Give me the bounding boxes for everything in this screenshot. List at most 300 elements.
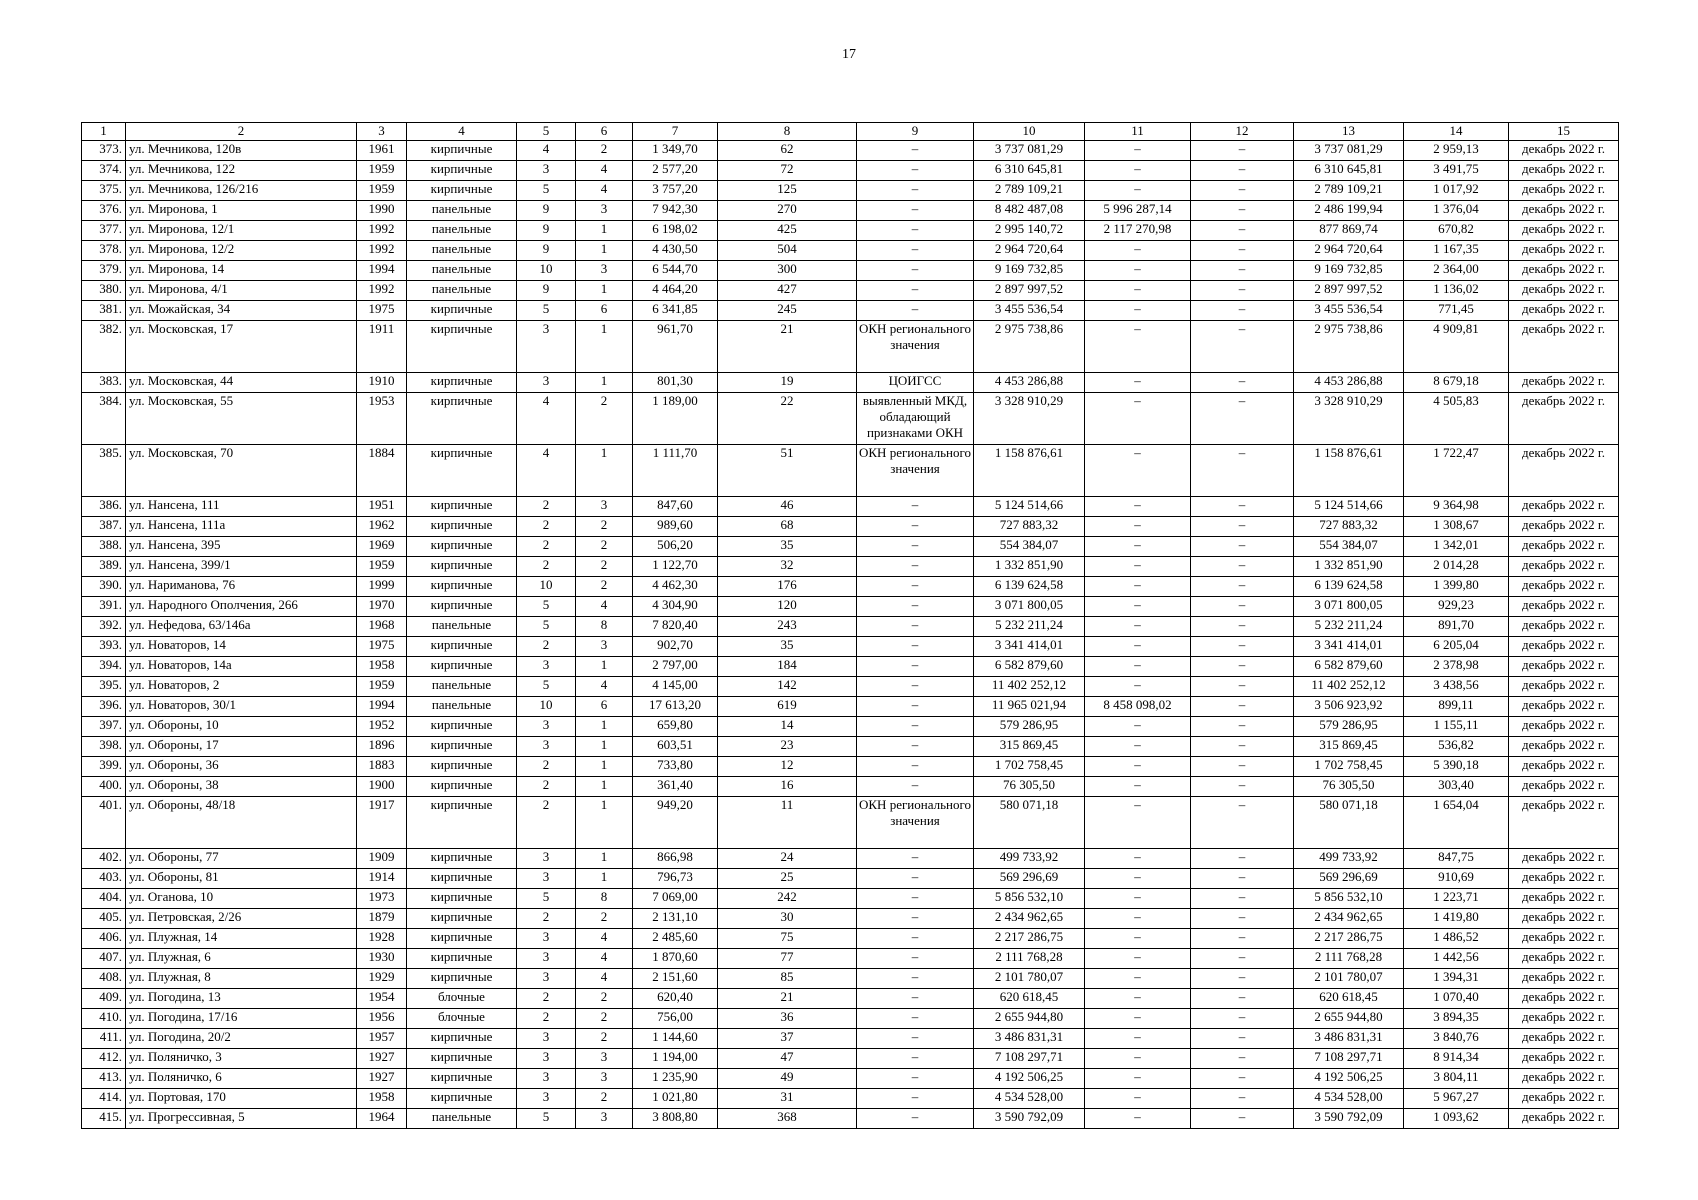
cell-deadline: декабрь 2022 г. [1509, 717, 1619, 737]
cell-total-area: 801,30 [633, 373, 718, 393]
cell-total-area: 4 464,20 [633, 281, 718, 301]
cell-total-area: 2 151,60 [633, 969, 718, 989]
cell-deadline: декабрь 2022 г. [1509, 161, 1619, 181]
cell-entrances: 1 [576, 445, 633, 497]
cell-apartments: 425 [718, 221, 857, 241]
cell-apartments: 21 [718, 989, 857, 1009]
cell-wall-material: панельные [407, 677, 517, 697]
cell-entrances: 3 [576, 261, 633, 281]
cell-total-cost: 3 071 800,05 [974, 597, 1085, 617]
cell-row-number: 404. [82, 889, 126, 909]
cell-total-area: 620,40 [633, 989, 718, 1009]
cell-unit-cost: 2 014,28 [1404, 557, 1509, 577]
cell-unit-cost: 4 909,81 [1404, 321, 1509, 373]
cell-floors: 2 [517, 557, 576, 577]
cell-apartments: 25 [718, 869, 857, 889]
cell-cost-col-13: 3 590 792,09 [1294, 1109, 1404, 1129]
cell-cost-col-12: – [1191, 537, 1294, 557]
cell-total-cost: 76 305,50 [974, 777, 1085, 797]
cell-total-area: 4 145,00 [633, 677, 718, 697]
cell-entrances: 4 [576, 929, 633, 949]
cell-deadline: декабрь 2022 г. [1509, 869, 1619, 889]
cell-row-number: 398. [82, 737, 126, 757]
cell-apartments: 21 [718, 321, 857, 373]
cell-entrances: 1 [576, 657, 633, 677]
cell-deadline: декабрь 2022 г. [1509, 301, 1619, 321]
column-number-cell: 12 [1191, 123, 1294, 141]
cell-wall-material: кирпичные [407, 301, 517, 321]
cell-row-number: 408. [82, 969, 126, 989]
cell-cost-col-11: – [1085, 929, 1191, 949]
cell-total-cost: 569 296,69 [974, 869, 1085, 889]
cell-total-area: 1 189,00 [633, 393, 718, 445]
cell-total-cost: 3 328 910,29 [974, 393, 1085, 445]
cell-deadline: декабрь 2022 г. [1509, 1049, 1619, 1069]
column-number-cell: 8 [718, 123, 857, 141]
cell-total-area: 1 870,60 [633, 949, 718, 969]
cell-cost-col-12: – [1191, 577, 1294, 597]
cell-heritage-status: – [857, 517, 974, 537]
cell-floors: 3 [517, 1029, 576, 1049]
cell-heritage-status: – [857, 777, 974, 797]
cell-year-built: 1927 [357, 1049, 407, 1069]
cell-heritage-status: – [857, 869, 974, 889]
cell-apartments: 36 [718, 1009, 857, 1029]
column-number-cell: 2 [126, 123, 357, 141]
cell-row-number: 382. [82, 321, 126, 373]
cell-total-area: 7 069,00 [633, 889, 718, 909]
cell-year-built: 1959 [357, 677, 407, 697]
table-row [82, 161, 1619, 181]
page-number: 17 [842, 47, 856, 62]
cell-row-number: 385. [82, 445, 126, 497]
column-number-cell: 9 [857, 123, 974, 141]
cell-wall-material: кирпичные [407, 969, 517, 989]
cell-apartments: 242 [718, 889, 857, 909]
cell-year-built: 1883 [357, 757, 407, 777]
cell-heritage-status: – [857, 497, 974, 517]
cell-address: ул. Московская, 70 [126, 445, 357, 497]
cell-deadline: декабрь 2022 г. [1509, 537, 1619, 557]
cell-floors: 9 [517, 241, 576, 261]
cell-row-number: 413. [82, 1069, 126, 1089]
cell-row-number: 386. [82, 497, 126, 517]
cell-wall-material: кирпичные [407, 445, 517, 497]
cell-address: ул. Плужная, 8 [126, 969, 357, 989]
cell-cost-col-12: – [1191, 373, 1294, 393]
cell-deadline: декабрь 2022 г. [1509, 321, 1619, 373]
table-row [82, 949, 1619, 969]
cell-cost-col-11: – [1085, 909, 1191, 929]
cell-cost-col-11: – [1085, 869, 1191, 889]
cell-total-area: 796,73 [633, 869, 718, 889]
cell-floors: 5 [517, 889, 576, 909]
cell-row-number: 395. [82, 677, 126, 697]
cell-heritage-status: ЦОИГСС [857, 373, 974, 393]
cell-wall-material: кирпичные [407, 557, 517, 577]
cell-address: ул. Обороны, 48/18 [126, 797, 357, 849]
register-table [81, 122, 1619, 1129]
cell-cost-col-11: – [1085, 1029, 1191, 1049]
cell-address: ул. Портовая, 170 [126, 1089, 357, 1109]
cell-total-area: 6 341,85 [633, 301, 718, 321]
cell-address: ул. Нансена, 395 [126, 537, 357, 557]
cell-address: ул. Обороны, 36 [126, 757, 357, 777]
cell-heritage-status: – [857, 221, 974, 241]
cell-heritage-status: – [857, 737, 974, 757]
column-number-cell: 10 [974, 123, 1085, 141]
cell-total-area: 17 613,20 [633, 697, 718, 717]
cell-heritage-status: – [857, 637, 974, 657]
cell-year-built: 1929 [357, 969, 407, 989]
cell-wall-material: кирпичные [407, 849, 517, 869]
cell-cost-col-13: 4 453 286,88 [1294, 373, 1404, 393]
cell-total-cost: 2 655 944,80 [974, 1009, 1085, 1029]
cell-row-number: 389. [82, 557, 126, 577]
cell-wall-material: панельные [407, 261, 517, 281]
cell-entrances: 1 [576, 241, 633, 261]
cell-total-area: 961,70 [633, 321, 718, 373]
cell-year-built: 1951 [357, 497, 407, 517]
cell-row-number: 391. [82, 597, 126, 617]
column-number-cell: 4 [407, 123, 517, 141]
cell-address: ул. Мечникова, 120в [126, 141, 357, 161]
cell-floors: 2 [517, 989, 576, 1009]
cell-unit-cost: 1 136,02 [1404, 281, 1509, 301]
cell-floors: 4 [517, 445, 576, 497]
cell-address: ул. Нефедова, 63/146а [126, 617, 357, 637]
cell-floors: 4 [517, 393, 576, 445]
cell-unit-cost: 891,70 [1404, 617, 1509, 637]
cell-cost-col-11: – [1085, 657, 1191, 677]
cell-total-cost: 2 897 997,52 [974, 281, 1085, 301]
cell-year-built: 1992 [357, 221, 407, 241]
cell-total-area: 603,51 [633, 737, 718, 757]
cell-apartments: 32 [718, 557, 857, 577]
cell-heritage-status: ОКН регионального значения [857, 321, 974, 373]
cell-floors: 3 [517, 657, 576, 677]
cell-row-number: 373. [82, 141, 126, 161]
column-number-cell: 15 [1509, 123, 1619, 141]
cell-unit-cost: 1 017,92 [1404, 181, 1509, 201]
cell-cost-col-12: – [1191, 221, 1294, 241]
cell-entrances: 1 [576, 717, 633, 737]
cell-apartments: 270 [718, 201, 857, 221]
cell-entrances: 6 [576, 697, 633, 717]
cell-total-cost: 3 455 536,54 [974, 301, 1085, 321]
cell-row-number: 376. [82, 201, 126, 221]
cell-wall-material: кирпичные [407, 637, 517, 657]
cell-entrances: 1 [576, 373, 633, 393]
cell-unit-cost: 2 364,00 [1404, 261, 1509, 281]
table-row [82, 517, 1619, 537]
cell-deadline: декабрь 2022 г. [1509, 201, 1619, 221]
cell-floors: 2 [517, 797, 576, 849]
cell-address: ул. Новаторов, 2 [126, 677, 357, 697]
cell-total-cost: 8 482 487,08 [974, 201, 1085, 221]
cell-total-area: 361,40 [633, 777, 718, 797]
cell-heritage-status: – [857, 141, 974, 161]
cell-unit-cost: 1 442,56 [1404, 949, 1509, 969]
cell-cost-col-11: – [1085, 849, 1191, 869]
cell-unit-cost: 929,23 [1404, 597, 1509, 617]
cell-cost-col-11: – [1085, 777, 1191, 797]
cell-floors: 5 [517, 617, 576, 637]
cell-cost-col-13: 569 296,69 [1294, 869, 1404, 889]
cell-cost-col-12: – [1191, 1089, 1294, 1109]
cell-cost-col-13: 6 310 645,81 [1294, 161, 1404, 181]
table-row [82, 889, 1619, 909]
cell-heritage-status: – [857, 1069, 974, 1089]
table-row [82, 1049, 1619, 1069]
cell-cost-col-13: 5 856 532,10 [1294, 889, 1404, 909]
cell-apartments: 300 [718, 261, 857, 281]
cell-year-built: 1968 [357, 617, 407, 637]
cell-total-area: 1 235,90 [633, 1069, 718, 1089]
column-number-cell: 11 [1085, 123, 1191, 141]
cell-address: ул. Миронова, 12/2 [126, 241, 357, 261]
cell-unit-cost: 8 679,18 [1404, 373, 1509, 393]
cell-cost-col-11: – [1085, 989, 1191, 1009]
table-row [82, 445, 1619, 497]
table-row [82, 141, 1619, 161]
cell-unit-cost: 303,40 [1404, 777, 1509, 797]
cell-apartments: 125 [718, 181, 857, 201]
cell-total-area: 6 198,02 [633, 221, 718, 241]
cell-entrances: 2 [576, 1089, 633, 1109]
cell-cost-col-13: 3 506 923,92 [1294, 697, 1404, 717]
cell-deadline: декабрь 2022 г. [1509, 737, 1619, 757]
cell-address: ул. Новаторов, 30/1 [126, 697, 357, 717]
cell-total-cost: 3 737 081,29 [974, 141, 1085, 161]
cell-entrances: 1 [576, 757, 633, 777]
cell-floors: 10 [517, 577, 576, 597]
cell-deadline: декабрь 2022 г. [1509, 677, 1619, 697]
cell-unit-cost: 536,82 [1404, 737, 1509, 757]
cell-heritage-status: – [857, 717, 974, 737]
table-row [82, 849, 1619, 869]
cell-row-number: 409. [82, 989, 126, 1009]
cell-cost-col-11: – [1085, 241, 1191, 261]
cell-cost-col-12: – [1191, 393, 1294, 445]
cell-cost-col-12: – [1191, 737, 1294, 757]
cell-deadline: декабрь 2022 г. [1509, 949, 1619, 969]
cell-floors: 2 [517, 637, 576, 657]
cell-total-area: 2 797,00 [633, 657, 718, 677]
cell-entrances: 3 [576, 201, 633, 221]
cell-cost-col-12: – [1191, 181, 1294, 201]
column-number-cell: 3 [357, 123, 407, 141]
cell-floors: 5 [517, 301, 576, 321]
cell-total-area: 4 462,30 [633, 577, 718, 597]
cell-year-built: 1952 [357, 717, 407, 737]
cell-cost-col-11: – [1085, 1089, 1191, 1109]
cell-deadline: декабрь 2022 г. [1509, 1009, 1619, 1029]
cell-row-number: 392. [82, 617, 126, 637]
cell-unit-cost: 1 167,35 [1404, 241, 1509, 261]
cell-entrances: 3 [576, 1109, 633, 1129]
cell-row-number: 401. [82, 797, 126, 849]
cell-cost-col-13: 2 897 997,52 [1294, 281, 1404, 301]
cell-address: ул. Погодина, 20/2 [126, 1029, 357, 1049]
cell-unit-cost: 5 390,18 [1404, 757, 1509, 777]
cell-wall-material: кирпичные [407, 577, 517, 597]
cell-cost-col-13: 727 883,32 [1294, 517, 1404, 537]
cell-row-number: 414. [82, 1089, 126, 1109]
cell-unit-cost: 1 308,67 [1404, 517, 1509, 537]
cell-wall-material: панельные [407, 221, 517, 241]
cell-unit-cost: 1 394,31 [1404, 969, 1509, 989]
table-row [82, 261, 1619, 281]
cell-total-cost: 4 192 506,25 [974, 1069, 1085, 1089]
cell-year-built: 1973 [357, 889, 407, 909]
cell-row-number: 410. [82, 1009, 126, 1029]
cell-entrances: 1 [576, 869, 633, 889]
cell-address: ул. Народного Ополчения, 266 [126, 597, 357, 617]
cell-unit-cost: 1 376,04 [1404, 201, 1509, 221]
table-row [82, 281, 1619, 301]
cell-entrances: 2 [576, 393, 633, 445]
cell-cost-col-13: 1 158 876,61 [1294, 445, 1404, 497]
cell-row-number: 411. [82, 1029, 126, 1049]
cell-cost-col-12: – [1191, 301, 1294, 321]
cell-cost-col-11: 2 117 270,98 [1085, 221, 1191, 241]
cell-row-number: 402. [82, 849, 126, 869]
cell-deadline: декабрь 2022 г. [1509, 281, 1619, 301]
cell-heritage-status: ОКН регионального значения [857, 445, 974, 497]
cell-entrances: 3 [576, 497, 633, 517]
cell-total-cost: 2 995 140,72 [974, 221, 1085, 241]
cell-year-built: 1957 [357, 1029, 407, 1049]
cell-row-number: 374. [82, 161, 126, 181]
cell-deadline: декабрь 2022 г. [1509, 141, 1619, 161]
cell-apartments: 85 [718, 969, 857, 989]
cell-wall-material: кирпичные [407, 889, 517, 909]
cell-apartments: 24 [718, 849, 857, 869]
cell-row-number: 375. [82, 181, 126, 201]
cell-apartments: 77 [718, 949, 857, 969]
cell-cost-col-13: 3 071 800,05 [1294, 597, 1404, 617]
cell-cost-col-12: – [1191, 889, 1294, 909]
cell-deadline: декабрь 2022 г. [1509, 393, 1619, 445]
table-row [82, 1089, 1619, 1109]
cell-row-number: 380. [82, 281, 126, 301]
cell-year-built: 1962 [357, 517, 407, 537]
cell-address: ул. Миронова, 1 [126, 201, 357, 221]
cell-year-built: 1910 [357, 373, 407, 393]
cell-unit-cost: 1 223,71 [1404, 889, 1509, 909]
cell-heritage-status: – [857, 261, 974, 281]
cell-cost-col-12: – [1191, 909, 1294, 929]
cell-cost-col-13: 4 192 506,25 [1294, 1069, 1404, 1089]
cell-total-area: 7 942,30 [633, 201, 718, 221]
cell-address: ул. Погодина, 17/16 [126, 1009, 357, 1029]
cell-floors: 10 [517, 697, 576, 717]
cell-address: ул. Нансена, 399/1 [126, 557, 357, 577]
cell-deadline: декабрь 2022 г. [1509, 637, 1619, 657]
table-row [82, 1109, 1619, 1129]
cell-deadline: декабрь 2022 г. [1509, 849, 1619, 869]
cell-total-cost: 580 071,18 [974, 797, 1085, 849]
table-row [82, 717, 1619, 737]
cell-wall-material: кирпичные [407, 321, 517, 373]
cell-cost-col-11: – [1085, 321, 1191, 373]
cell-unit-cost: 1 486,52 [1404, 929, 1509, 949]
cell-entrances: 2 [576, 1029, 633, 1049]
cell-apartments: 35 [718, 637, 857, 657]
table-row [82, 617, 1619, 637]
cell-year-built: 1900 [357, 777, 407, 797]
cell-address: ул. Обороны, 38 [126, 777, 357, 797]
cell-cost-col-13: 2 111 768,28 [1294, 949, 1404, 969]
cell-unit-cost: 1 399,80 [1404, 577, 1509, 597]
column-number-cell: 13 [1294, 123, 1404, 141]
cell-total-cost: 5 856 532,10 [974, 889, 1085, 909]
cell-heritage-status: – [857, 1049, 974, 1069]
cell-cost-col-13: 2 975 738,86 [1294, 321, 1404, 373]
cell-heritage-status: – [857, 301, 974, 321]
cell-cost-col-12: – [1191, 597, 1294, 617]
cell-cost-col-12: – [1191, 849, 1294, 869]
cell-floors: 3 [517, 929, 576, 949]
cell-year-built: 1928 [357, 929, 407, 949]
cell-cost-col-11: – [1085, 161, 1191, 181]
cell-apartments: 35 [718, 537, 857, 557]
cell-apartments: 176 [718, 577, 857, 597]
cell-unit-cost: 5 967,27 [1404, 1089, 1509, 1109]
cell-address: ул. Поляничко, 6 [126, 1069, 357, 1089]
cell-row-number: 396. [82, 697, 126, 717]
cell-cost-col-13: 3 486 831,31 [1294, 1029, 1404, 1049]
cell-floors: 2 [517, 1009, 576, 1029]
cell-deadline: декабрь 2022 г. [1509, 221, 1619, 241]
cell-year-built: 1994 [357, 697, 407, 717]
cell-total-area: 1 111,70 [633, 445, 718, 497]
cell-address: ул. Московская, 55 [126, 393, 357, 445]
cell-cost-col-11: – [1085, 1049, 1191, 1069]
cell-deadline: декабрь 2022 г. [1509, 889, 1619, 909]
cell-apartments: 51 [718, 445, 857, 497]
cell-cost-col-13: 620 618,45 [1294, 989, 1404, 1009]
cell-row-number: 407. [82, 949, 126, 969]
cell-cost-col-13: 5 232 211,24 [1294, 617, 1404, 637]
cell-wall-material: панельные [407, 697, 517, 717]
cell-floors: 5 [517, 1109, 576, 1129]
cell-entrances: 4 [576, 969, 633, 989]
cell-floors: 3 [517, 737, 576, 757]
cell-address: ул. Обороны, 81 [126, 869, 357, 889]
cell-cost-col-11: – [1085, 577, 1191, 597]
cell-cost-col-11: – [1085, 373, 1191, 393]
cell-floors: 3 [517, 869, 576, 889]
cell-address: ул. Новаторов, 14а [126, 657, 357, 677]
table-row [82, 677, 1619, 697]
cell-total-cost: 315 869,45 [974, 737, 1085, 757]
cell-total-area: 1 021,80 [633, 1089, 718, 1109]
cell-total-cost: 5 232 211,24 [974, 617, 1085, 637]
cell-entrances: 1 [576, 737, 633, 757]
cell-cost-col-11: – [1085, 281, 1191, 301]
cell-entrances: 4 [576, 181, 633, 201]
cell-cost-col-12: – [1191, 637, 1294, 657]
cell-heritage-status: – [857, 1089, 974, 1109]
cell-unit-cost: 8 914,34 [1404, 1049, 1509, 1069]
cell-deadline: декабрь 2022 г. [1509, 241, 1619, 261]
cell-floors: 5 [517, 181, 576, 201]
table-row [82, 557, 1619, 577]
cell-cost-col-13: 2 486 199,94 [1294, 201, 1404, 221]
table-row [82, 909, 1619, 929]
